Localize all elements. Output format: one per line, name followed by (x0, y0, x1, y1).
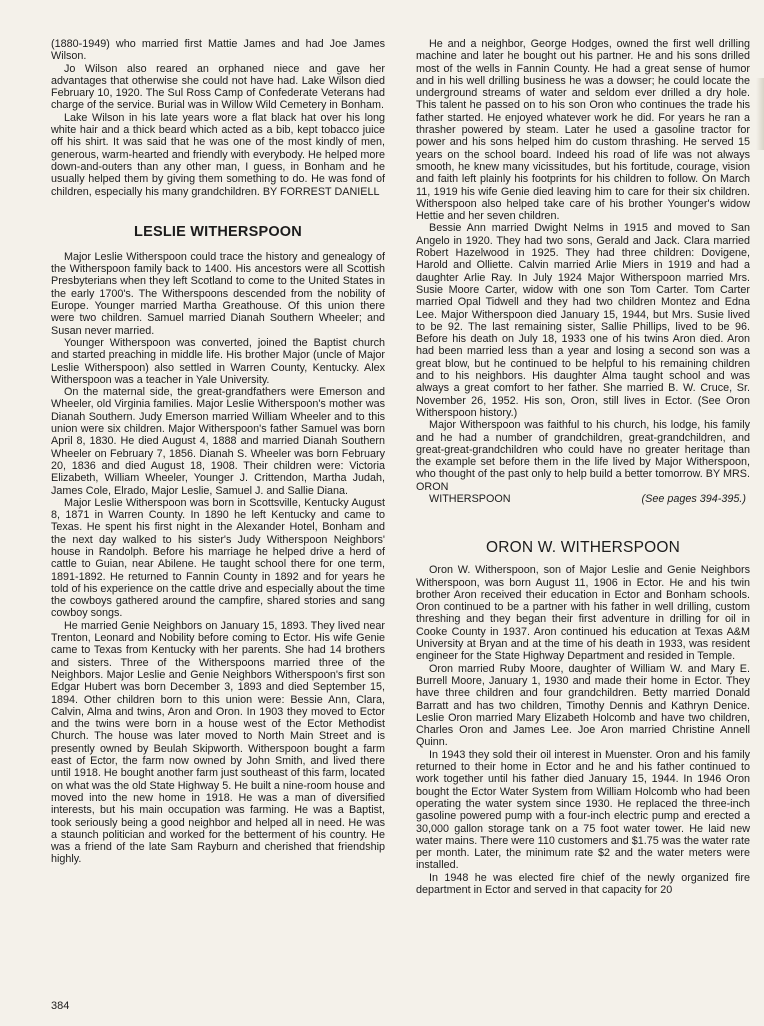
leslie-paragraph-8: Major Witherspoon was faithful to his church, his lodge, his family and he had a number of grandchildren, great-grandchildren, and great-great-grandchildren who could have no greater heritage than the example set before them in the life lived by Major Witherspoon, who thought of the past only to help build a better tomorrow. BY MRS. ORON (416, 419, 750, 493)
leslie-paragraph-3: On the maternal side, the great-grandfathers were Emerson and Wheeler, old Virginia families. Major Leslie Witherspoon's mother was Dianah Southern. Judy Emerson married William Wheeler and to this union were six children. Major Witherspoon's father Samuel was born April 8, 1830. He died August 4, 1888 and married Dianah Southern Wheeler on February 7, 1856. Dianah S. Wheeler was born February 20, 1836 and died August 18, 1908. Their children were: Victoria Elizabeth, William Wheeler, Younger J. Crittendon, Martha Judah, James Cole, Elrado, Major Leslie, Samuel J. and Sallie Diana. (51, 386, 385, 497)
intro-paragraph-1: (1880-1949) who married first Mattie James and had Joe James Wilson. (51, 38, 385, 63)
heading-leslie-witherspoon: LESLIE WITHERSPOON (134, 223, 302, 240)
leslie-paragraph-7: Bessie Ann married Dwight Nelms in 1915 and moved to San Angelo in 1920. They had two sons, Gerald and Jack. Clara married Robert Hazelwood in 1925. They had three children: Dovigene, Harold and Olliette. Calvin married Arlie Miers in 1919 and had a daughter Arlie Ray. In July 1924 Major Witherspoon married Mrs. Susie Moore Carter, widow with one son Tom Carter. Tom Carter married Opal Tidwell and they had two children Montez and Edna Lee. Major Witherspoon died January 15, 1944, but Mrs. Susie lived to be 92. The last remaining sister, Sallie Phillips, lived to be 96. Before his death on July 18, 1933 one of his twins Aron died. Aron had been married less than a year and losing a second son was a great blow, but he continued to be helpful to his remaining children and to his neighbors. His daughter Alma taught school and was always a great comfort to her father. She married B. W. Cruce, Sr. November 26, 1952. His son, Oron, still lives in Ector. (See Oron Witherspoon history.) (416, 222, 750, 419)
oron-paragraph-1: Oron W. Witherspoon, son of Major Leslie and Genie Neighbors Witherspoon, was born August 11, 1906 in Ector. He and his twin brother Aron received their education in Ector and Bonham schools. Oron continued to be a partner with his father in well drilling, custom threshing and they began their first adventure in drilling for oil in Cooke County in 1937. Aron continued his education at Texas A&M University at Bryan and at the time of his death in 1933, was resident engineer for the State Highway Department and resided in Temple. (416, 564, 750, 663)
leslie-paragraph-2: Younger Witherspoon was converted, joined the Baptist church and started preaching in middle life. His brother Major (uncle of Major Leslie Witherspoon) also settled in Warren County, Kentucky. Alex Witherspoon was a teacher in Yale University. (51, 336, 385, 386)
oron-paragraph-4: In 1948 he was elected fire chief of the newly organized fire department in Ector and served in that capacity for 20 (416, 871, 750, 896)
page-reference: (See pages 394-395.) (641, 492, 746, 505)
leslie-paragraph-1: Major Leslie Witherspoon could trace the history and genealogy of the Witherspoon family back to 1400. His ancestors were all Scottish Presbyterians when they left Scotland to come to the United States in the early 1700's. The Witherspoons descended from the nobility of Europe. Younger married Martha Greathouse. Of this union there were two children. Samuel married Dianah Southern Wheeler; and Susan never married. (51, 250, 385, 337)
scan-edge-shadow (756, 78, 764, 150)
leslie-paragraph-6: He and a neighbor, George Hodges, owned the first well drilling machine and later he bought out his partner. He and his sons drilled most of the wells in Fannin County. He had a great sense of humor and in his well drilling business he was a dowser; he could locate the underground streams of water and seldom ever drilled a dry hole. This talent he passed on to his son Oron who continues the trade his father started. He enjoyed whatever work he did. For years he ran a thrasher powered by steam. Later he used a gasoline tractor for power and his sons helped him do custom thrashing. He served 15 years on the school board. Indeed his road of life was not always smooth, he knew many vicissitudes, but his fortitude, courage, vision and faith left plainly his footprints for his children to follow. On March 11, 1919 his wife Genie died leaving him to care for their six children. Witherspoon also helped take care of his brother Younger's widow Hettie and her seven children. (416, 38, 750, 223)
intro-paragraph-2: Jo Wilson also reared an orphaned niece and gave her advantages that otherwise she could not have had. Lake Wilson died February 10, 1920. The Sul Ross Camp of Confederate Veterans had charge of the service. Burial was in Willow Wild Cemetery in Bonham. (51, 62, 385, 112)
byline-name: WITHERSPOON (429, 492, 511, 505)
intro-paragraph-3: Lake Wilson in his late years wore a flat black hat over his long white hair and a thick beard which acted as a bib, kept tobacco juice off his shirt. It was said that he was one of the most kindly of men, generous, warm-hearted and friendly with everybody. He helped more down-and-outers than any other man, I guess, in Bonham and he usually helped them by giving them something to do. He was fond of children, especially his many grandchildren. BY FORREST DANIELL (51, 111, 385, 198)
oron-paragraph-2: Oron married Ruby Moore, daughter of William W. and Mary E. Burrell Moore, January 1, 1930 and made their home in Ector. They have three children and four grandchildren. Betty married Donald Barratt and has two children, Timothy Dennis and Kathryn Denice. Leslie Oron married Mary Elizabeth Holcomb and have two children, Charles Oron and James Lee. Joe Aron married Christine Annell Quinn. (416, 662, 750, 749)
leslie-paragraph-4: Major Leslie Witherspoon was born in Scottsville, Kentucky August 8, 1871 in Warren County. In 1890 he left Kentucky and came to Texas. He spent his first night in the Alexander Hotel, Bonham and the next day walked to his sister's Judy Witherspoon Neighbors' house in Randolph. Before his marriage he helped drive a herd of cattle to Guian, near Abilene. He taught school there for one term, 1891-1892. He returned to Fannin County in 1892 and for years he told of his experience on the cattle drive and especially about the time the cowboys gathered around the campfire, shared stories and sang cowboy songs. (51, 496, 385, 620)
byline-row (416, 493, 750, 505)
leslie-paragraph-5: He married Genie Neighbors on January 15, 1893. They lived near Trenton, Leonard and Nobility before coming to Ector. His wife Genie came to Texas from Kentucky with her parents. She had 14 brothers and sisters. Three of the Witherspoons married three of the Neighbors. Major Leslie and Genie Neighbors Witherspoon's first son Edgar Hubert was born December 3, 1893 and died September 15, 1894. Other children born to this union were: Bessie Ann, Clara, Calvin, Alma and twins, Aron and Oron. In 1903 they moved to Ector and the twins were born in a house west of the Ector Methodist Church. The house was later moved to North Main Street and is presently owned by Beulah Skipworth. Witherspoon bought a farm east of Ector, the farm now owned by John Smith, and lived there until 1918. He bought another farm just southeast of this farm, located on what was the old State Highway 5. He built a nine-room house and moved into the new home in 1918. He was a man of diversified interests, but his main occupation was farming. He was a Baptist, took seriously being a good neighbor and helped all in need. He was a staunch politician and worked for the betterment of his country. He was a friend of the late Sam Rayburn and cherished that friendship highly. (51, 619, 385, 866)
page-number: 384 (51, 1000, 70, 1012)
heading-oron-witherspoon: ORON W. WITHERSPOON (485, 539, 681, 557)
oron-paragraph-3: In 1943 they sold their oil interest in Muenster. Oron and his family returned to their home in Ector and he and his father continued to work together until his father died January 15, 1944. In 1946 Oron bought the Ector Water System from William Holcomb who had been operating the water system since 1930. He replaced the three-inch gasoline powered pump with a four-inch electric pump and erected a 30,000 gallon storage tank on a 75 foot water tower. He laid new water mains. There were 110 customers and $1.75 was the water rate per month. Later, the minimum rate $2 and the water meters were installed. (416, 748, 750, 872)
right-column (416, 38, 750, 896)
left-column (51, 38, 385, 866)
